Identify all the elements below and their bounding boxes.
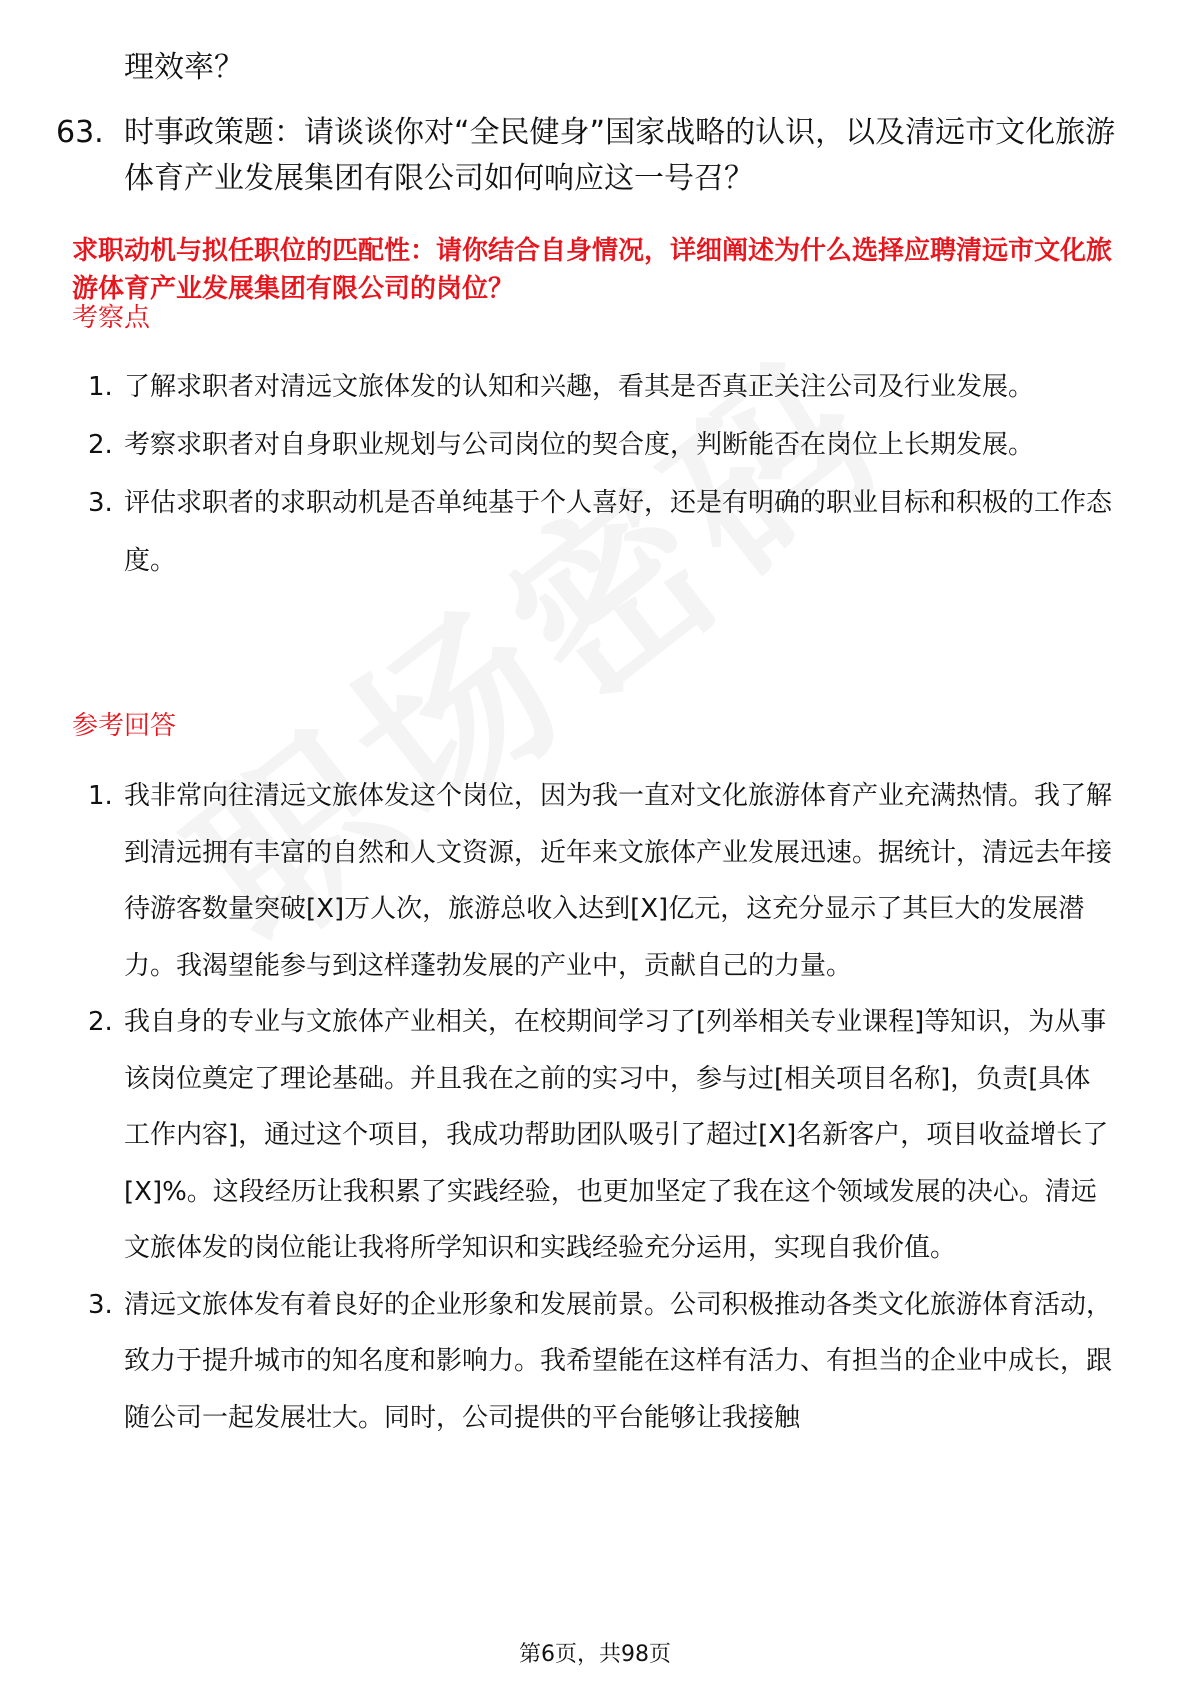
insight-list [0,358,1190,590]
list-item-text: 清远文旅体发有着良好的企业形象和发展前景。公司积极推动各类文化旅游体育活动，致力于提升城市的知名度和影响力。我希望能在这样有活力、有担当的企业中成长，跟随公司一起发展壮大。同时，公司提供的平台能够让我接触 [124,1289,1113,1433]
list-item-text: 我非常向往清远文旅体发这个岗位，因为我一直对文化旅游体育产业充满热情。我了解到清远拥有丰富的自然和人文资源，近年来文旅体产业发展迅速。据统计，清远去年接待游客数量突破[X]万人次，旅游总收入达到[X]亿元，这充分显示了其巨大的发展潜力。我渴望能参与到这样蓬勃发展的产业中，贡献自己的力量。 [124,781,1113,981]
list-item-number: 2. [88,430,113,460]
list-item [0,474,1190,590]
question-text: 时事政策题：请谈谈你对“全民健身”国家战略的认识，以及清远市文化旅游体育产业发展集团有限公司如何响应这一号召？ [124,115,1116,196]
red-question-heading: 求职动机与拟任职位的匹配性：请你结合自身情况，详细阐述为什么选择应聘清远市文化旅游体育产业发展集团有限公司的岗位？ [72,236,1113,304]
list-item-text: 了解求职者对清远文旅体发的认知和兴趣，看其是否真正关注公司及行业发展。 [124,372,1035,402]
list-item-number: 1. [88,781,113,811]
answer-list [0,768,1190,1446]
list-item-text: 考察求职者对自身职业规划与公司岗位的契合度，判断能否在岗位上长期发展。 [124,430,1035,460]
list-item-text: 评估求职者的求职动机是否单纯基于个人喜好，还是有明确的职业目标和积极的工作态度。 [124,488,1113,576]
answer-section-title: 参考回答 [72,711,177,741]
list-item [0,1277,1190,1447]
continuation-text: 理效率？ [124,50,244,85]
list-item [0,994,1190,1277]
question-number: 63. [56,115,104,150]
question-63 [56,110,1116,202]
insight-section-title: 考察点 [72,303,151,333]
list-item-number: 1. [88,372,113,402]
list-item-number: 3. [88,488,113,518]
list-item-text: 我自身的专业与文旅体产业相关，在校期间学习了[列举相关专业课程]等知识，为从事该岗位奠定了理论基础。并且我在之前的实习中，参与过[相关项目名称]，负责[具体工作内容]，通过这个项目，我成功帮助团队吸引了超过[X]名新客户，项目收益增长了[X]%。这段经历让我积累了实践经验，也更加坚定了我在这个领域发展的决心。清远文旅体发的岗位能让我将所学知识和实践经验充分运用，实现自我价值。 [124,1007,1109,1263]
list-item-number: 3. [88,1289,113,1320]
page-footer: 第6页，共98页 [519,1642,671,1667]
list-item [0,416,1190,474]
list-item [0,358,1190,416]
list-item-number: 2. [88,1007,113,1037]
list-item [0,768,1190,994]
